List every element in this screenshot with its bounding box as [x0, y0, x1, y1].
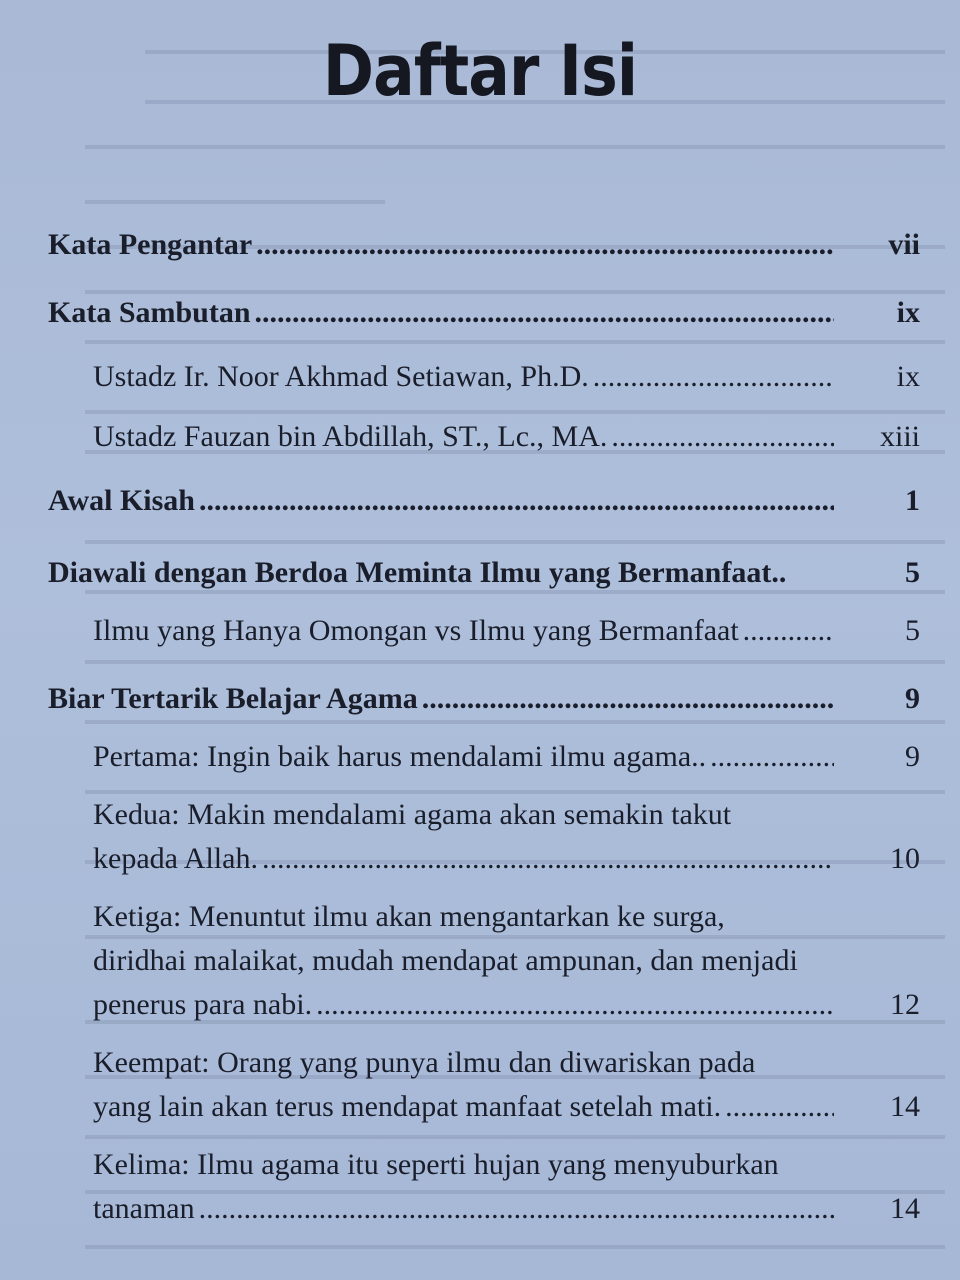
toc-page-number: 5: [905, 614, 920, 647]
dot-leader: [199, 1192, 834, 1226]
toc-entry-label: Biar Tertarik Belajar Agama: [48, 682, 418, 715]
toc-entry-label: Awal Kisah: [48, 484, 195, 517]
toc-page-number: 14: [890, 1090, 920, 1123]
toc-entry-label: Kata Pengantar: [48, 228, 253, 261]
toc-subentry[interactable]: [93, 740, 920, 774]
toc-page-number: 9: [905, 740, 920, 773]
toc-entry[interactable]: [48, 556, 920, 590]
page-title: Daftar Isi: [322, 30, 638, 112]
toc-entry-label: Ustadz Ir. Noor Akhmad Setiawan, Ph.D.: [93, 360, 589, 393]
dot-leader: [725, 1090, 834, 1124]
toc-entry-label: kepada Allah.: [93, 842, 258, 875]
toc-subentry-line: Ketiga: Menuntut ilmu akan mengantarkan ke surga,: [93, 900, 725, 933]
toc-entry-label: yang lain akan terus mendapat manfaat setelah mati.: [93, 1090, 722, 1123]
toc-page-number: 1: [905, 484, 920, 517]
toc-page-number: ix: [896, 360, 920, 393]
toc-entry-label: Ilmu yang Hanya Omongan vs Ilmu yang Bermanfaat: [93, 614, 739, 647]
toc-entry[interactable]: [48, 484, 920, 518]
toc-page-number: xiii: [879, 420, 920, 453]
toc-page-number: 5: [905, 556, 920, 589]
toc-subentry-line: Keempat: Orang yang punya ilmu dan diwariskan pada: [93, 1046, 756, 1079]
toc-subentry[interactable]: [93, 842, 920, 876]
toc-page-number: 14: [890, 1192, 920, 1225]
dot-leader: [262, 842, 834, 876]
toc-page-number: ix: [896, 296, 920, 329]
toc-subentry[interactable]: [93, 1090, 920, 1124]
toc-subentry-line: Kelima: Ilmu agama itu seperti hujan yang menyuburkan: [93, 1148, 779, 1181]
dot-leader: [422, 682, 834, 716]
toc-entry[interactable]: [48, 228, 920, 262]
dot-leader: [316, 988, 834, 1022]
toc-entry-label: Diawali dengan Berdoa Meminta Ilmu yang Bermanfaat..: [48, 556, 787, 589]
toc-page-number: 10: [890, 842, 920, 875]
toc-entry-label: Kata Sambutan: [48, 296, 251, 329]
dot-leader: [710, 740, 834, 774]
dot-leader: [593, 360, 834, 394]
toc-entry-label: tanaman: [93, 1192, 195, 1225]
toc-entry-label: Pertama: Ingin baik harus mendalami ilmu agama..: [93, 740, 707, 773]
toc-subentry-line: diridhai malaikat, mudah mendapat ampunan, dan menjadi: [93, 944, 798, 977]
toc-entry-label: Ustadz Fauzan bin Abdillah, ST., Lc., MA.: [93, 420, 608, 453]
toc-page-number: 12: [890, 988, 920, 1021]
dot-leader: [743, 614, 834, 648]
toc-subentry[interactable]: [93, 1192, 920, 1226]
toc-entry[interactable]: [48, 682, 920, 716]
toc-subentry[interactable]: [93, 614, 920, 648]
toc-entry-label: penerus para nabi.: [93, 988, 313, 1021]
toc-subentry[interactable]: [93, 360, 920, 394]
toc-page-number: 9: [905, 682, 920, 715]
dot-leader: [199, 484, 834, 518]
toc-entry[interactable]: [48, 296, 920, 330]
toc-subentry[interactable]: [93, 988, 920, 1022]
dot-leader: [611, 420, 834, 454]
dot-leader: [256, 228, 834, 262]
toc-page-number: vii: [888, 228, 920, 261]
toc-subentry-line: Kedua: Makin mendalami agama akan semakin takut: [93, 798, 732, 831]
toc-subentry[interactable]: [93, 420, 920, 454]
dot-leader: [255, 296, 834, 330]
